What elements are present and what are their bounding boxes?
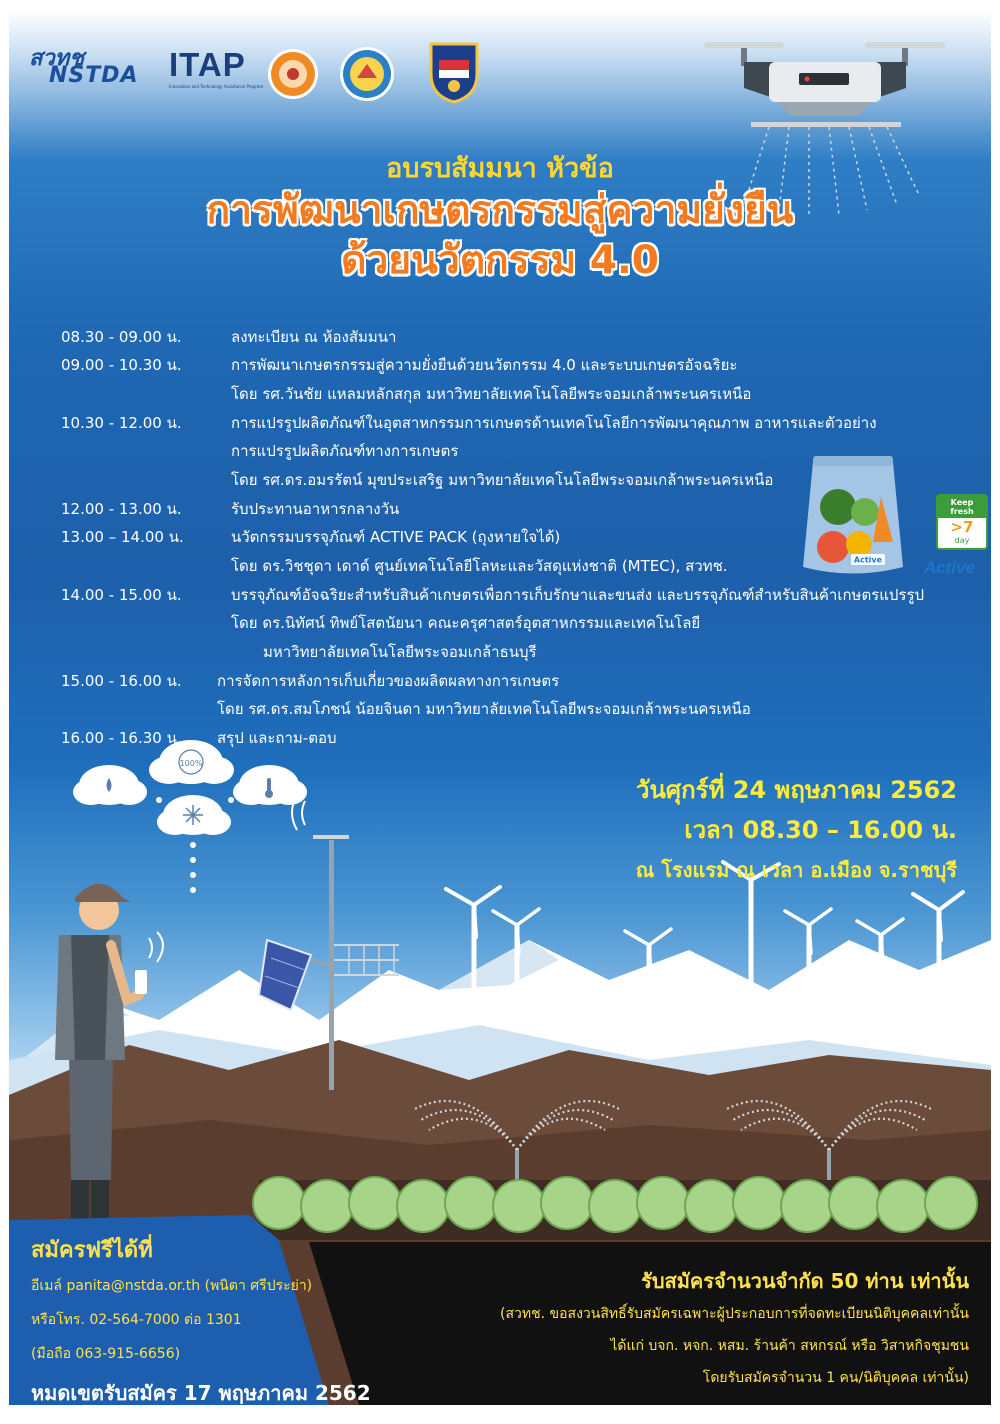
schedule-line: การพัฒนาเกษตรกรรมสู่ความยั่งยืนด้วยนวัตกรรม 4.0 และระบบเกษตรอัจฉริยะ [231, 356, 738, 374]
schedule-line: โดย รศ.ดร.สมโภชน์ น้อยจินดา มหาวิทยาลัยเทคโนโลยีพระจอมเกล้าพระนครเหนือ [217, 700, 751, 718]
schedule-time: 14.00 - 15.00 น. [61, 586, 182, 604]
schedule-line: รับประทานอาหารกลางวัน [231, 500, 400, 518]
seat-limit-note: โดยรับสมัครจำนวน 1 คน/นิติบุคคล เท่านั้น) [702, 1370, 969, 1386]
schedule-line: บรรจุภัณฑ์อัจฉริยะสำหรับสินค้าเกษตรเพื่อการเก็บรักษาและขนส่ง และบรรจุภัณฑ์สำหรับสินค้าเกษตรแปรรูป [231, 586, 925, 604]
active-logo: Active [924, 558, 976, 577]
schedule-line: โดย รศ.ดร.อมรรัตน์ มุขประเสริฐ มหาวิทยาลัยเทคโนโลยีพระจอมเกล้าพระนครเหนือ [231, 471, 774, 489]
itap-logo [169, 46, 264, 89]
schedule-line: สรุป และถาม-ตอบ [217, 729, 337, 747]
seat-limit-heading: รับสมัครจำนวนจำกัด 50 ท่าน เท่านั้น [641, 1269, 969, 1293]
nstda-logo-thai: สวทช [29, 46, 85, 71]
schedule-time: 13.00 – 14.00 น. [61, 528, 184, 546]
nstda-logo-en: NSTDA [49, 63, 139, 88]
seminar-kicker: อบรบสัมมนา หัวข้อ [386, 153, 614, 184]
keep-fresh-badge-number: >7 [950, 518, 974, 536]
event-time: เวลา 08.30 – 16.00 น. [684, 816, 957, 844]
schedule-time: 12.00 - 13.00 น. [61, 500, 182, 518]
registration-heading: สมัครฟรีได้ที่ [31, 1238, 153, 1263]
registration-info [31, 1232, 371, 1405]
schedule-line: มหาวิทยาลัยเทคโนโลยีพระจอมเกล้าธนบุรี [263, 643, 537, 661]
poster [9, 10, 991, 1405]
schedule-time: 16.00 - 16.30 น. [61, 729, 182, 747]
seminar-title-line2: ด้วยนวัตกรรม 4.0 [341, 238, 659, 283]
seminar-title-line1: การพัฒนาเกษตรกรรมสู่ความยั่งยืน [206, 188, 794, 233]
itap-logo-subtitle: Innovation and Technology Assistance Program [169, 84, 264, 89]
registration-phone: หรือโทร. 02-564-7000 ต่อ 1301 [31, 1312, 242, 1328]
keep-fresh-badge-title: Keep fresh [938, 496, 986, 518]
chamber-of-commerce-seal-icon [339, 46, 395, 102]
schedule-time: 09.00 - 10.30 น. [61, 356, 182, 374]
event-venue: ณ โรงแรม ณ เวลา อ.เมือง จ.ราชบุรี [635, 858, 957, 882]
schedule-line: การแปรรูปผลิตภัณฑ์ในอุตสาหกรรมการเกษตรด้านเทคโนโลยีการพัฒนาคุณภาพ อาหารและตัวอย่าง [231, 414, 877, 432]
schedule-line: โดย รศ.วันชัย แหลมหลักสกุล มหาวิทยาลัยเทคโนโลยีพระจอมเกล้าพระนครเหนือ [231, 385, 752, 403]
registration-email: อีเมล์ panita@nstda.or.th (พนิตา ศรีประย่า) [31, 1278, 313, 1294]
schedule-line: โดย ดร.วิชชุดา เดาด์ ศูนย์เทคโนโลยีโลหะและวัสดุแห่งชาติ (MTEC), สวทช. [231, 557, 728, 575]
nstda-logo [29, 46, 139, 88]
schedule-line: นวัตกรรมบรรจุภัณฑ์ ACTIVE PACK (ถุงหายใจได้) [231, 528, 561, 546]
keep-fresh-badge [936, 494, 988, 550]
itap-logo-text: ITAP [169, 46, 246, 83]
keep-fresh-badge-unit: day [954, 536, 970, 545]
schedule-line: โดย ดร.นิทัศน์ ทิพย์โสตนัยนา คณะครุศาสตร์อุตสาหกรรมและเทคโนโลยี [231, 614, 701, 632]
event-info [636, 770, 957, 890]
seat-limit-note: ได้แก่ บจก. หจก. หสม. ร้านค้า สหกรณ์ หรือ วิสาหกิจชุมชน [610, 1338, 969, 1354]
seat-limit-note: (สวทช. ขอสงวนสิทธิ์รับสมัครเฉพาะผู้ประกอบการที่จดทะเบียนนิติบุคคลเท่านั้น [500, 1306, 969, 1322]
province-seal-icon [427, 40, 481, 104]
schedule-line: การแปรรูปผลิตภัณฑ์ทางการเกษตร [231, 442, 459, 460]
active-pack-bag-label: Active [853, 555, 883, 565]
university-seal-icon [267, 48, 319, 100]
seminar-title [9, 186, 991, 286]
seat-limit-info [500, 1265, 969, 1399]
schedule-line: ลงทะเบียน ณ ห้องสัมมนา [231, 328, 397, 346]
schedule-time: 08.30 - 09.00 น. [61, 328, 182, 346]
cabbage-row [253, 1177, 991, 1240]
schedule-time: 10.30 - 12.00 น. [61, 414, 182, 432]
schedule-time: 15.00 - 16.00 น. [61, 672, 182, 690]
event-date: วันศุกร์ที่ 24 พฤษภาคม 2562 [636, 776, 957, 804]
schedule-line: การจัดการหลังการเก็บเกี่ยวของผลิตผลทางการเกษตร [217, 672, 560, 690]
cloud-percent: 100% [179, 759, 203, 768]
active-pack-bag-illustration [793, 452, 913, 577]
registration-deadline: หมดเขตรับสมัคร 17 พฤษภาคม 2562 [31, 1381, 371, 1405]
registration-mobile: (มือถือ 063-915-6656) [31, 1346, 181, 1362]
